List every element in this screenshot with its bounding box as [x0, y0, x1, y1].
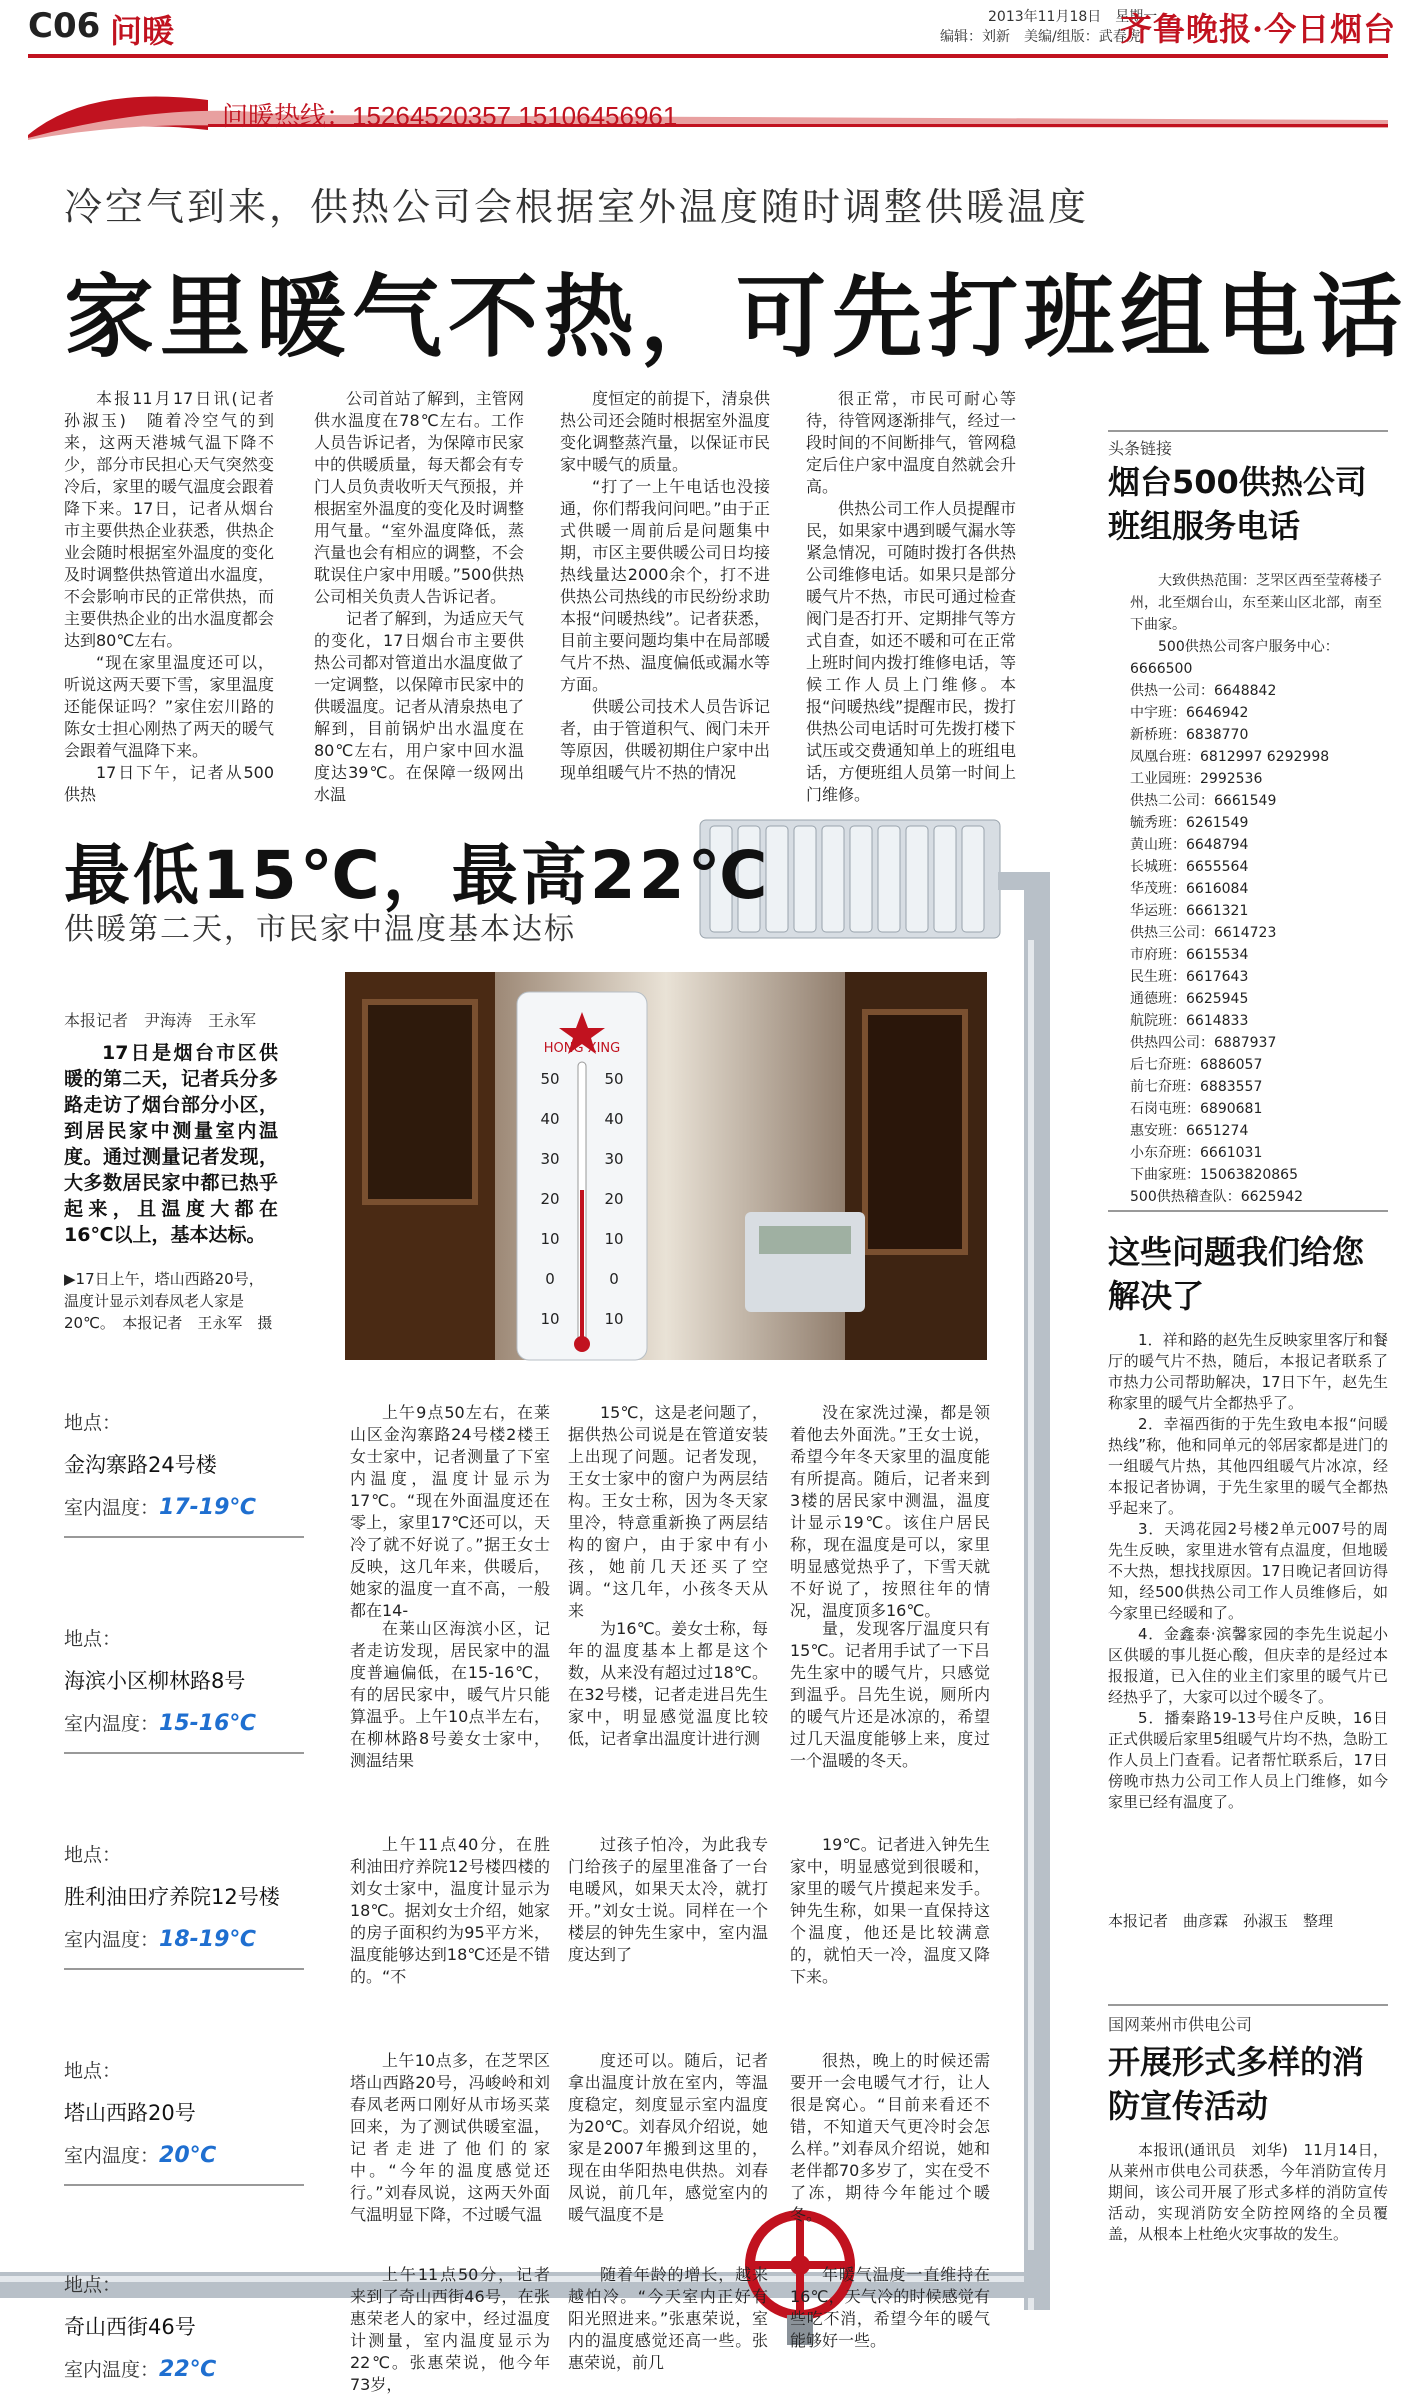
location-column	[790, 2264, 990, 2352]
phone-list	[1130, 570, 1388, 1208]
paragraph: 公司首站了解到，主管网供水温度在78℃左右。工作人员告诉记者，为保障市民家中的供暖质量，每天都会有专门人员负责收听天气预报，并根据室外温度的变化及时调整用气量。“室外温度降低，蒸汽量也会有相应的调整，不会耽误住户家中用暖。”500供热公司相关负责人告诉记者。	[314, 389, 524, 606]
location-key: 地点：	[64, 1844, 122, 1866]
paragraph: 15℃，这是老问题了，据供热公司说是在管道安装上出现了问题。记者发现，王女士家中的窗户为两层结构。王女士称，因为冬天家里冷，特意重新换了两层结构的窗户，由于家中有小孩，她前几天还买了空调。“这几年，小孩冬天从来	[568, 1403, 768, 1620]
fire-safety-body	[1108, 2140, 1388, 2245]
phone-row: 新桥班：6838770	[1130, 727, 1249, 743]
story2-byline: 本报记者 尹海涛 王永军	[64, 1011, 257, 1030]
coverage-intro: 大致供热范围：芝罘区西至莹蒋楼子州，北至烟台山，东至莱山区北部，南至下曲家。	[1130, 573, 1382, 633]
paragraph: 19℃。记者进入钟先生家中，明显感觉到很暖和，家里的暖气片摸起来发手。钟先生称，如果一直保持这个温度，他还是比较满意的，就怕天一冷，温度又降下来。	[790, 1835, 990, 1986]
fire-safety-title: 开展形式多样的消防宣传活动	[1108, 2043, 1365, 2125]
location-column	[350, 1834, 550, 1988]
temperature-row	[64, 1925, 304, 1952]
phone-row: 中宇班：6646942	[1130, 705, 1249, 721]
location-key: 地点：	[64, 2274, 122, 2296]
paragraph: 在莱山区海滨小区，记者走访发现，居民家中的温度普遍偏低，在15-16℃，有的居民家中，暖气片只能算温乎。上午10点半左右，在柳林路8号姜女士家中，测温结果	[350, 1619, 550, 1770]
main-column-1	[64, 388, 291, 806]
temperature-label: 室内温度：	[64, 2145, 160, 2167]
location-column	[790, 1402, 990, 1622]
phone-row: 供热一公司：6648842	[1130, 683, 1277, 699]
phone-row: 民生班：6617643	[1130, 969, 1249, 985]
paragraph: 记者了解到，为适应天气的变化，17日烟台市主要供热公司都对管道出水温度做了一定调整，以保障市民家中的供暖温度。记者从清泉热电了解到，目前锅炉出水温度在80℃左右，用户家中回水温度达39℃。在保障一级网出水温	[314, 609, 524, 804]
temperature-value: 17-19℃	[159, 1495, 257, 1520]
phone-row: 长城班：6655564	[1130, 859, 1249, 875]
phone-row: 供热四公司：6887937	[1130, 1035, 1277, 1051]
temperature-label: 室内温度：	[64, 1497, 160, 1519]
phone-row: 500供热稽查队：6625942	[1130, 1189, 1304, 1205]
main-column-3	[560, 388, 770, 784]
location-column	[790, 1834, 990, 1988]
paragraph: 上午11点40分，在胜利油田疗养院12号楼四楼的刘女士家中，温度计显示为18℃。据刘女士介绍，她家的房子面积约为95平方米，温度能够达到18℃还是不错的。“不	[350, 1835, 550, 1986]
paragraph: 上午11点50分，记者来到了奇山西街46号，在张惠荣老人的家中，经过温度计测量，室内温度显示为22℃。张惠荣说，他今年73岁，	[350, 2265, 550, 2394]
phone-row: 航院班：6614833	[1130, 1013, 1249, 1029]
thermometer-brand: HONG XING	[543, 1041, 621, 1056]
location-key: 地点：	[64, 2060, 122, 2082]
location-block	[64, 2270, 304, 2382]
phone-row: 黄山班：6648794	[1130, 837, 1249, 853]
location-rule	[64, 1536, 304, 1538]
phone-row: 惠安班：6651274	[1130, 1123, 1249, 1139]
paragraph: 随着年龄的增长，越来越怕冷。“今天室内正好有阳光照进来。”张惠荣说，室内的温度感觉还高一些。张惠荣说，前几	[568, 2265, 768, 2372]
thermometer-photo	[345, 972, 987, 1360]
location-rule	[64, 1968, 304, 1970]
sidebar-divider	[1108, 1210, 1388, 1212]
main-headline: 家里暖气不热，可先打班组电话	[64, 265, 1408, 370]
service-center-number: 6666500	[1130, 661, 1193, 677]
location-name: 海滨小区柳林路8号	[64, 1669, 246, 1693]
paragraph: “打了一上午电话也没接通，你们帮我问问吧。”由于正式供暖一周前后是问题集中期，市区主要供暖公司日均接热线量达2000余个，打不进供热公司热线的市民纷纷求助本报“问暖热线”。记者获悉，目前主要问题均集中在局部暖气片不热、温度偏低或漏水等方面。	[560, 477, 770, 694]
paragraph: 本报11月17日讯(记者 孙淑玉) 随着冷空气的到来，这两天港城气温下降不少，部分市民担心天气突然变冷后，家里的暖气温度会跟着降下来。17日，记者从烟台市主要供热企业获悉，供热企业会随时根据室外温度的变化及时调整供热管道出水温度，不会影响市民的正常供热，而主要供热企业的出水温度都会达到80℃左右。	[64, 389, 291, 650]
location-rule	[64, 1752, 304, 1754]
scale-label: 40	[604, 1110, 624, 1128]
solved-item: 2．幸福西街的于先生致电本报“问暖热线”称，他和同单元的邻居家都是进门的一组暖气片热，其他四组暖气片冰凉，经本报记者协调，于先生家里的暖气全都热乎起来了。	[1108, 1415, 1388, 1517]
paragraph: 供热公司工作人员提醒市民，如果家中遇到暖气漏水等紧急情况，可随时拨打各供热公司维修电话。如果只是部分暖气片不热，市民可通过检查阀门是否打开、定期排气等方式自查，如还不暖和可在正常上班时间内拨打维修电话，等候工作人员上门维修。本报“问暖热线”提醒市民，拨打供热公司电话时可先拨打楼下试压或交费通知单上的班组电话，方便班组人员第一时间上门维修。	[806, 499, 1016, 804]
phone-row: 毓秀班：6261549	[1130, 815, 1249, 831]
heating-pipe-vertical	[1024, 940, 1050, 2310]
temperature-value: 18-19℃	[159, 1927, 257, 1952]
temperature-row	[64, 2141, 304, 2168]
date-line: 2013年11月18日 星期一	[988, 9, 1158, 25]
solved-issues-title: 这些问题我们给您解决了	[1108, 1233, 1365, 1315]
scale-label: 30	[540, 1150, 560, 1168]
sidebar-tag: 头条链接	[1108, 430, 1388, 459]
location-name: 金沟寨路24号楼	[64, 1453, 217, 1477]
scale-label: 40	[540, 1110, 560, 1128]
main-kicker: 冷空气到来，供热公司会根据室外温度随时调整供暖温度	[64, 185, 1090, 229]
page-code: C06	[28, 6, 101, 46]
solved-issues-list	[1108, 1330, 1388, 1813]
location-block	[64, 2056, 304, 2168]
phone-row: 前七夼班：6883557	[1130, 1079, 1263, 1095]
phone-row: 小东夼班：6661031	[1130, 1145, 1263, 1161]
paragraph: 上午9点50左右，在莱山区金沟寨路24号楼2楼王女士家中，记者测量了下室内温度，温度计显示为17℃。“现在外面温度还在零上，家里17℃还可以，天冷了就不好说了。”据王女士反映，这几年来，供暖后，她家的温度一直不高，一般都在14-	[350, 1403, 550, 1620]
location-column	[568, 1618, 768, 1750]
temperature-value: 15-16℃	[159, 1711, 257, 1736]
main-column-2	[314, 388, 524, 806]
sidebar-title: 烟台500供热公司班组服务电话	[1108, 463, 1367, 545]
location-column	[568, 1834, 768, 1966]
scale-label: 20	[604, 1190, 624, 1208]
phone-row: 后七夼班：6886057	[1130, 1057, 1263, 1073]
location-column	[568, 1402, 768, 1622]
scale-label: 0	[609, 1270, 619, 1288]
paragraph: 为16℃。姜女士称，每年的温度基本上都是这个数，从来没有超过过18℃。在32号楼，记者走进吕先生家中，明显感觉温度比较低，记者拿出温度计进行测	[568, 1619, 768, 1748]
location-column	[350, 1618, 550, 1772]
paragraph: 本报讯(通讯员 刘华) 11月14日，从莱州市供电公司获悉，今年消防宣传月期间，该公司开展了形式多样的消防宣传活动，实现消防安全防控网络的全员覆盖，从根本上杜绝火灾事故的发生。	[1108, 2141, 1388, 2243]
paragraph: 没在家洗过澡，都是领着他去外面洗。”王女士说，希望今年冬天家里的温度能有所提高。随后，记者来到3楼的居民家中测温，温度计显示19℃。该住户居民称，现在温度是可以，家里明显感觉热乎了，下雪天就不好说了，按照往年的情况，温度顶多16℃。	[790, 1403, 990, 1620]
temperature-row	[64, 2355, 304, 2382]
phone-row: 石岗屯班：6890681	[1130, 1101, 1263, 1117]
hotline-text: 问暖热线：15264520357 15106456961	[222, 101, 678, 131]
paragraph: 过孩子怕冷，为此我专门给孩子的屋里准备了一台电暖风，如果天太冷，就打开。”刘女士说。同样在一个楼层的钟先生家中，室内温度达到了	[568, 1835, 768, 1964]
location-column	[790, 2050, 990, 2226]
paragraph: 量，发现客厅温度只有15℃。记者用手试了一下吕先生家中的暖气片，只感觉到温乎。吕先生说，厕所内的暖气片还是冰凉的，希望过几天温度能够上来，度过一个温暖的冬天。	[790, 1619, 990, 1770]
location-key: 地点：	[64, 1412, 122, 1434]
scale-label: 10	[540, 1230, 560, 1248]
scale-label: 20	[540, 1190, 560, 1208]
location-key: 地点：	[64, 1628, 122, 1650]
paragraph: 上午10点多，在芝罘区塔山西路20号，冯峻岭和刘春凤老两口刚好从市场买菜回来，为了测试供暖室温，记者走进了他们的家中。“今年的温度感觉还行。”刘春凤说，这两天外面气温明显下降，不过暖气温	[350, 2051, 550, 2224]
location-name: 胜利油田疗养院12号楼	[64, 1885, 280, 1909]
story2-subhead: 供暖第二天，市民家中温度基本达标	[64, 912, 576, 947]
story2-lead	[64, 1040, 278, 1248]
phone-row: 通德班：6625945	[1130, 991, 1249, 1007]
temperature-label: 室内温度：	[64, 1713, 160, 1735]
location-block	[64, 1624, 304, 1736]
scale-label: 30	[604, 1150, 624, 1168]
solved-item: 5．播秦路19-13号住户反映，16日正式供暖后家里5组暖气片均不热，急盼工作人员上门查看。记者帮忙联系后，17日傍晚市热力公司工作人员上门维修，如今家里已经有温度了。	[1108, 1709, 1388, 1811]
temperature-value: 20℃	[159, 2143, 217, 2168]
temperature-value: 22℃	[159, 2357, 217, 2382]
phone-row: 下曲家班：15063820865	[1130, 1167, 1298, 1183]
scale-label: 0	[545, 1270, 555, 1288]
temperature-label: 室内温度：	[64, 1929, 160, 1951]
location-block	[64, 1840, 304, 1952]
paragraph: 度还可以。随后，记者拿出温度计放在室内，等温度稳定，刻度显示室内温度为20℃。刘春凤介绍说，她家是2007年搬到这里的，现在由华阳热电供热。刘春凤说，前几年，感觉室内的暖气温度不是	[568, 2051, 768, 2224]
scale-label: 10	[604, 1310, 624, 1328]
thermometer-scene	[345, 972, 987, 1360]
location-rule	[64, 2184, 304, 2186]
location-column	[568, 2050, 768, 2226]
phone-row: 市府班：6615534	[1130, 947, 1249, 963]
location-name: 塔山西路20号	[64, 2101, 196, 2125]
scale-label: 10	[604, 1230, 624, 1248]
phone-row: 工业园班：2992536	[1130, 771, 1263, 787]
temperature-row	[64, 1709, 304, 1736]
newspaper-brand: 齐鲁晚报·今日烟台	[1120, 10, 1397, 48]
solved-item: 4．金鑫泰·滨馨家园的李先生说起小区供暖的事儿挺心酸，但庆幸的是经过本报报道，已入住的业主们家里的暖气片已经热乎了，大家可以过个暖冬了。	[1108, 1625, 1388, 1706]
paragraph: “现在家里温度还可以，听说这两天要下雪，家里温度还能保证吗？”家住宏川路的陈女士担心刚热了两天的暖气会跟着气温降下来。	[64, 653, 274, 760]
editors-line: 编辑：刘新 美编/组版：武春虎	[940, 29, 1141, 45]
paragraph: 17日是烟台市区供暖的第二天，记者兵分多路走访了烟台部分小区，到居民家中测量室内温度。通过测量记者发现，大多数居民家中都已热乎起来，且温度大都在16℃以上，基本达标。	[64, 1042, 278, 1246]
company-tag: 国网莱州市供电公司	[1108, 2004, 1388, 2035]
story2-headline: 最低15℃，最高22℃	[64, 837, 771, 914]
scale-label: 10	[540, 1310, 560, 1328]
phone-row: 华茂班：6616084	[1130, 881, 1249, 897]
paragraph: 很热，晚上的时候还需要开一会电暖气才行，让人很是窝心。“目前来看还不错，不知道天气更冷时会怎么样。”刘春凤介绍说，她和老伴都70多岁了，实在受不了冻，期待今年能过个暖冬。	[790, 2051, 990, 2224]
section-name: 问暖	[110, 12, 175, 50]
location-column	[350, 2264, 550, 2396]
paragraph: 度恒定的前提下，清泉供热公司还会随时根据室外温度变化调整蒸汽量，以保证市民家中暖气的质量。	[560, 389, 770, 474]
location-column	[568, 2264, 768, 2374]
location-column	[790, 1618, 990, 1772]
phone-row: 供热二公司：6661549	[1130, 793, 1277, 809]
scale-label: 50	[604, 1070, 624, 1088]
phone-row: 华运班：6661321	[1130, 903, 1249, 919]
scale-label: 50	[540, 1070, 560, 1088]
solved-item: 1．祥和路的赵先生反映家里客厅和餐厅的暖气片不热，随后，本报记者联系了市热力公司帮助解决，17日下午，赵先生称家里的暖气片全都热乎了。	[1108, 1331, 1388, 1412]
solved-credit: 本报记者 曲彦霖 孙淑玉 整理	[1108, 1912, 1334, 1930]
paragraph: 17日下午，记者从500供热	[64, 763, 274, 804]
header-rule	[28, 54, 1388, 58]
photo-caption: ▶17日上午，塔山西路20号，温度计显示刘春凤老人家是20℃。 本报记者 王永军 摄	[64, 1270, 273, 1332]
paragraph: 年暖气温度一直维持在16℃，天气冷的时候感觉有些吃不消，希望今年的暖气能够好一些。	[790, 2265, 990, 2350]
location-name: 奇山西街46号	[64, 2315, 196, 2339]
temperature-row	[64, 1493, 304, 1520]
location-column	[350, 2050, 550, 2226]
location-column	[350, 1402, 550, 1622]
phone-row: 供热三公司：6614723	[1130, 925, 1277, 941]
location-block	[64, 1408, 304, 1520]
paragraph: 很正常，市民可耐心等待，待管网逐渐排气，经过一段时间的不间断排气，管网稳定后住户家中温度自然就会升高。	[806, 389, 1016, 496]
phone-row: 凤凰台班：6812997 6292998	[1130, 749, 1330, 765]
service-center-label: 500供热公司客户服务中心：	[1158, 639, 1339, 655]
paragraph: 供暖公司技术人员告诉记者，由于管道积气、阀门未开等原因，供暖初期住户家中出现单组暖气片不热的情况	[560, 697, 770, 782]
main-column-4	[806, 388, 1016, 806]
page-header	[0, 0, 1417, 58]
solved-item: 3．天鸿花园2号楼2单元007号的周先生反映，家里进水管有点温度，但地暖不大热，想找找原因。17日晚记者回访得知，经500供热公司工作人员维修后，如今家里已经暖和了。	[1108, 1520, 1388, 1622]
temperature-label: 室内温度：	[64, 2359, 160, 2381]
